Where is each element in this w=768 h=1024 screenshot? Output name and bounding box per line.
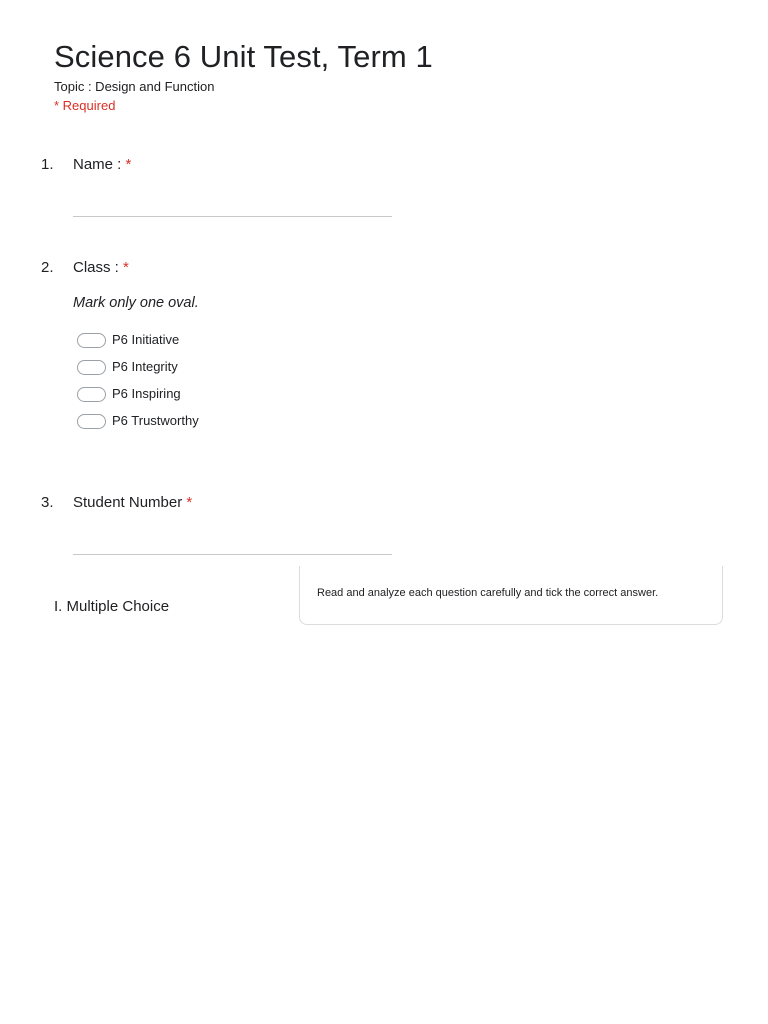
question-2-label-text: Class : — [73, 259, 124, 276]
radio-oval[interactable] — [77, 360, 106, 375]
form-description: Topic : Design and Function — [54, 79, 215, 94]
option-label: P6 Inspiring — [112, 386, 181, 401]
section-description: Read and analyze each question carefully and tick the correct answer. — [317, 587, 659, 599]
class-option-p6-trustworthy[interactable] — [77, 412, 199, 430]
question-1-number: 1. — [41, 156, 54, 173]
required-note: * Required — [54, 98, 116, 113]
form-title: Science 6 Unit Test, Term 1 — [54, 39, 433, 74]
radio-oval[interactable] — [77, 414, 106, 429]
name-answer-field[interactable] — [73, 216, 392, 217]
required-asterisk: * — [123, 259, 129, 276]
option-label: P6 Trustworthy — [112, 413, 199, 428]
question-1-label-text: Name : — [73, 156, 126, 173]
question-1-label — [73, 155, 131, 175]
option-label: P6 Initiative — [112, 332, 180, 347]
question-3-label — [73, 493, 192, 513]
option-label: P6 Integrity — [112, 359, 178, 374]
class-option-p6-integrity[interactable] — [77, 358, 178, 376]
question-3-number: 3. — [41, 494, 54, 511]
radio-oval[interactable] — [77, 387, 106, 402]
question-3-label-text: Student Number — [73, 494, 187, 511]
radio-oval[interactable] — [77, 333, 106, 348]
student-number-answer-field[interactable] — [73, 554, 392, 555]
question-2-number: 2. — [41, 259, 54, 276]
section-description-card — [299, 566, 723, 625]
class-option-p6-initiative[interactable] — [77, 331, 179, 349]
question-2-label — [73, 258, 129, 278]
class-option-p6-inspiring[interactable] — [77, 385, 181, 403]
mark-one-oval-instruction: Mark only one oval. — [73, 295, 199, 311]
required-asterisk: * — [125, 156, 132, 173]
section-title: I. Multiple Choice — [54, 598, 170, 615]
required-asterisk: * — [186, 494, 193, 511]
